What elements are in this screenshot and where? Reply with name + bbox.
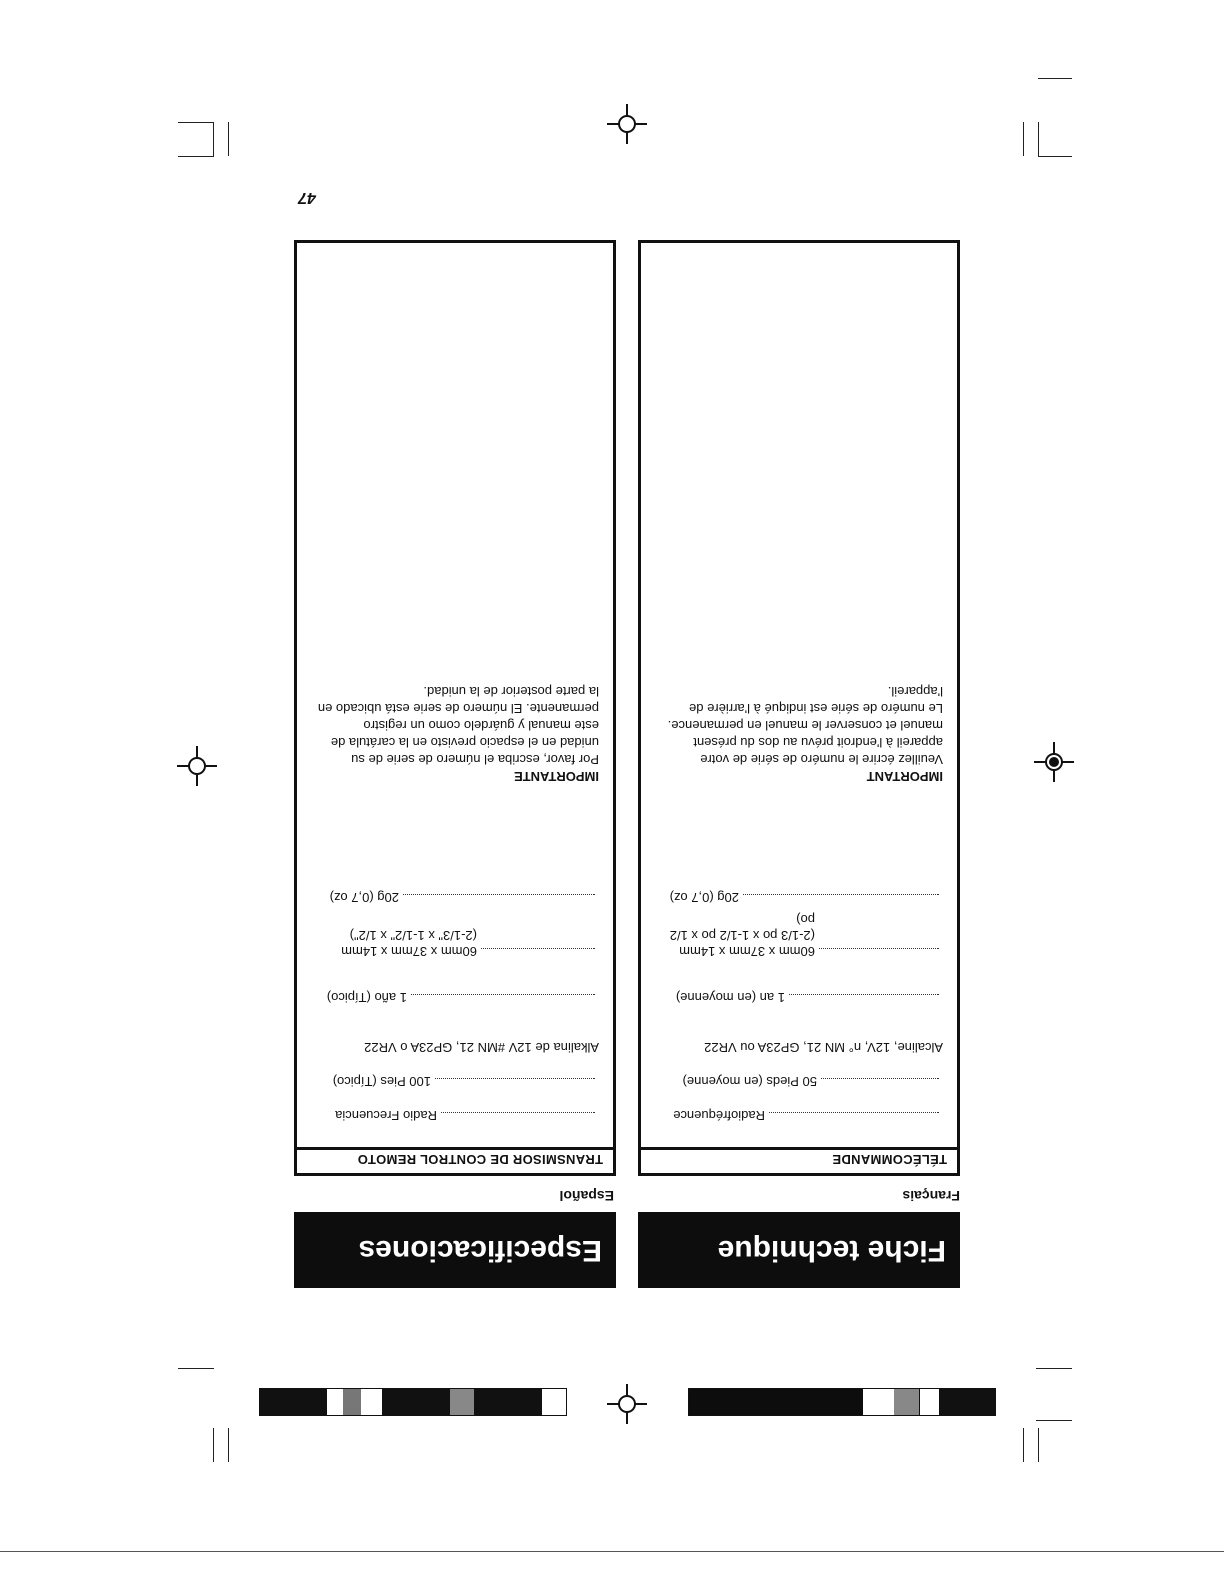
spec-box-french	[638, 240, 960, 1176]
spec-row: 20g (0,7 oz)	[311, 889, 599, 905]
spec-row: Radio Frecuencia	[311, 1107, 599, 1123]
spec-row: 50 Pieds (en moyenne)	[655, 1073, 943, 1089]
important-note	[655, 683, 943, 785]
spec-row: 60mm x 37mm x 14mm (2-1/3" x 1-1/2" x 1/2")	[311, 927, 599, 959]
spec-row: Alcaline, 12V, n° MN 21, GP23A ou VR22	[704, 1040, 943, 1055]
color-bar	[688, 1388, 996, 1416]
language-label: Français	[902, 1188, 960, 1204]
box-title: TÉLÉCOMMANDE	[641, 1147, 957, 1173]
crop-mark	[1023, 122, 1024, 156]
spec-row: Radiofréquence	[655, 1107, 943, 1123]
section-header-fiche	[638, 1212, 960, 1288]
crop-mark	[1038, 122, 1039, 156]
registration-mark-icon	[607, 104, 647, 144]
important-title: IMPORTANTE	[514, 769, 599, 784]
spec-box-spanish	[294, 240, 616, 1176]
important-text: Veuillez écrire le numéro de série de votre appareil à l'endroit prévu au dos du présent manuel et conserver le manuel en permanence. Le numéro de série est indiqué à l'arrière de l'appareil.	[667, 684, 943, 767]
crop-mark	[213, 1428, 214, 1462]
important-text: Por favor, escriba el número de serie de su unidad en el espacio previsto en la carátula de este manual y guárdelo como un registro permanente. El número de serie está ubicado en la parte posterior de la unidad.	[317, 684, 599, 767]
registration-mark-icon	[1034, 742, 1074, 782]
section-header-especificaciones	[294, 1212, 616, 1288]
spec-row: 20g (0,7 oz)	[655, 889, 943, 905]
crop-mark	[1036, 1368, 1072, 1369]
registration-mark-icon	[607, 1384, 647, 1424]
crop-mark	[213, 122, 214, 156]
registration-mark-icon	[177, 746, 217, 786]
crop-mark	[178, 122, 214, 123]
page-number: 47	[298, 189, 316, 206]
crop-mark	[1038, 78, 1072, 79]
spec-row: Alkalina de 12V #MN 21, GP23A o VR22	[364, 1040, 599, 1055]
crop-mark	[1038, 156, 1072, 157]
crop-mark	[228, 1428, 229, 1462]
crop-mark	[178, 1368, 214, 1369]
crop-mark	[1038, 1428, 1039, 1462]
spec-row: 1 año (Típico)	[311, 989, 599, 1005]
header-text: Fiche technique	[717, 1234, 946, 1267]
color-bar	[259, 1388, 567, 1416]
spec-row: 60mm x 37mm x 14mm (2-1/3 po x 1-1/2 po x 1/2 po)	[655, 911, 943, 959]
language-label: Español	[559, 1188, 614, 1204]
spec-row: 1 an (en moyenne)	[655, 989, 943, 1005]
header-text: Especificaciones	[358, 1234, 602, 1267]
crop-mark	[228, 122, 229, 156]
box-title: TRANSMISOR DE CONTROL REMOTO	[297, 1147, 613, 1173]
crop-mark	[1023, 1428, 1024, 1462]
crop-mark	[178, 156, 214, 157]
crop-mark	[1036, 1420, 1072, 1421]
important-note	[311, 683, 599, 785]
spec-row: 100 Pies (Típico)	[311, 1073, 599, 1089]
scan-edge-line	[0, 1551, 1224, 1552]
important-title: IMPORTANT	[866, 769, 943, 784]
